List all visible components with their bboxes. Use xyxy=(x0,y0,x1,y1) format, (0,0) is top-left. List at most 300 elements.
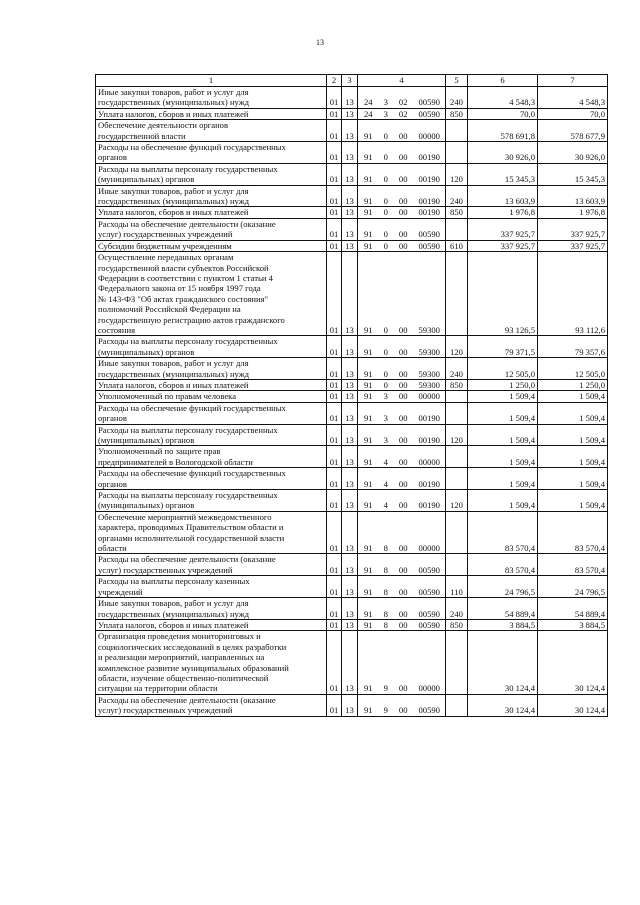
target-article-part: 91 xyxy=(364,174,373,185)
target-article-part: 00 xyxy=(398,608,408,619)
target-article-part: 91 xyxy=(364,500,373,511)
amount-col-6: 1 509,4 xyxy=(468,446,538,468)
row-description xyxy=(96,554,327,576)
row-description-line: социологических исследований в целях разработки xyxy=(98,641,287,652)
target-article-part: 0 xyxy=(383,196,388,207)
amount-col-7: 12 505,0 xyxy=(538,358,608,380)
target-article-part: 00590 xyxy=(418,97,440,108)
row-description xyxy=(96,576,327,598)
expense-type-code: 610 xyxy=(446,240,468,251)
expense-type-code: 240 xyxy=(446,358,468,380)
subsection-code: 13 xyxy=(342,598,358,620)
amount-col-7: 1 509,4 xyxy=(538,402,608,424)
amount-col-6: 15 345,3 xyxy=(468,163,538,185)
target-article-part: 02 xyxy=(398,97,408,108)
row-description-line: Уполномоченный по защите прав xyxy=(98,446,221,457)
row-description-line: Расходы на выплаты персоналу государственных xyxy=(98,424,278,435)
row-description-line: Иные закупки товаров, работ и услуг для xyxy=(98,358,249,369)
target-article-part: 00 xyxy=(398,413,408,424)
amount-col-6: 337 925,7 xyxy=(468,240,538,251)
amount-col-7: 70,0 xyxy=(538,108,608,119)
target-article-part: 00 xyxy=(398,478,408,489)
amount-col-6: 24 796,5 xyxy=(468,576,538,598)
target-article-code xyxy=(358,598,446,620)
target-article-part: 3 xyxy=(383,97,388,108)
row-description-line: Уплата налогов, сборов и иных платежей xyxy=(98,379,249,390)
table-row xyxy=(96,358,608,380)
target-article-part: 91 xyxy=(364,130,373,141)
amount-col-7: 1 509,4 xyxy=(538,490,608,512)
table-row xyxy=(96,490,608,512)
target-article-part: 00 xyxy=(398,586,408,597)
target-article-part: 0 xyxy=(383,174,388,185)
target-article-part: 00 xyxy=(398,324,408,335)
amount-col-6: 30 124,4 xyxy=(468,694,538,716)
table-row xyxy=(96,619,608,630)
table-row xyxy=(96,468,608,490)
row-description-line: (муниципальных) органов xyxy=(98,174,195,185)
amount-col-7: 30 926,0 xyxy=(538,142,608,164)
section-code: 01 xyxy=(327,218,342,240)
target-article-part: 91 xyxy=(364,705,373,716)
target-article-code xyxy=(358,446,446,468)
amount-col-6: 1 250,0 xyxy=(468,379,538,390)
row-description-line: услуг) государственных учреждений xyxy=(98,229,233,240)
target-article-part: 00 xyxy=(398,207,408,218)
header-col-6: 6 xyxy=(468,75,538,87)
table-row xyxy=(96,207,608,218)
row-description xyxy=(96,185,327,207)
target-article-code xyxy=(358,87,446,109)
target-article-part: 59300 xyxy=(418,324,440,335)
amount-col-6: 83 570,4 xyxy=(468,511,538,554)
amount-col-6: 13 603,9 xyxy=(468,185,538,207)
table-row xyxy=(96,218,608,240)
amount-col-7: 337 925,7 xyxy=(538,218,608,240)
row-description xyxy=(96,598,327,620)
section-code: 01 xyxy=(327,631,342,694)
subsection-code: 13 xyxy=(342,252,358,336)
target-article-code xyxy=(358,576,446,598)
target-article-part: 00 xyxy=(398,391,408,402)
row-description-line: Расходы на обеспечение функций государственных xyxy=(98,468,286,479)
target-article-part: 91 xyxy=(364,379,373,390)
target-article-code xyxy=(358,336,446,358)
row-description xyxy=(96,446,327,468)
expense-type-code xyxy=(446,446,468,468)
expense-type-code: 240 xyxy=(446,598,468,620)
subsection-code: 13 xyxy=(342,694,358,716)
row-description-line: (муниципальных) органов xyxy=(98,346,195,357)
row-description-line: государственных (муниципальных) нужд xyxy=(98,97,250,108)
row-description-line: органов xyxy=(98,478,127,489)
section-code: 01 xyxy=(327,336,342,358)
row-description-line: характера, проводимых Правительством области и xyxy=(98,522,284,533)
amount-col-6: 30 926,0 xyxy=(468,142,538,164)
subsection-code: 13 xyxy=(342,490,358,512)
table-row xyxy=(96,87,608,109)
target-article-part: 91 xyxy=(364,608,373,619)
target-article-part: 91 xyxy=(364,229,373,240)
target-article-part: 00190 xyxy=(418,478,440,489)
amount-col-7: 13 603,9 xyxy=(538,185,608,207)
row-description-line: Расходы на обеспечение деятельности (оказание xyxy=(98,554,276,565)
target-article-part: 00 xyxy=(398,368,408,379)
table-row xyxy=(96,424,608,446)
row-description-line: услуг) государственных учреждений xyxy=(98,564,233,575)
row-description xyxy=(96,631,327,694)
target-article-part: 24 xyxy=(364,97,373,108)
amount-col-7: 83 570,4 xyxy=(538,511,608,554)
row-description-line: органов xyxy=(98,413,127,424)
subsection-code: 13 xyxy=(342,185,358,207)
target-article-part: 3 xyxy=(383,413,388,424)
amount-col-7: 3 884,5 xyxy=(538,619,608,630)
row-description xyxy=(96,402,327,424)
row-description-line: состояния xyxy=(98,324,136,335)
table-row xyxy=(96,185,608,207)
target-article-part: 0 xyxy=(383,324,388,335)
row-description-line: Уплата налогов, сборов и иных платежей xyxy=(98,108,249,119)
table-header-row xyxy=(96,75,608,87)
target-article-part: 00000 xyxy=(418,683,440,694)
row-description xyxy=(96,424,327,446)
row-description-line: предпринимателей в Вологодской области xyxy=(98,456,253,467)
target-article-code xyxy=(358,619,446,630)
row-description-line: Иные закупки товаров, работ и услуг для xyxy=(98,598,249,609)
target-article-part: 00190 xyxy=(418,500,440,511)
target-article-part: 0 xyxy=(383,379,388,390)
target-article-part: 00590 xyxy=(418,586,440,597)
target-article-code xyxy=(358,108,446,119)
amount-col-6: 1 976,8 xyxy=(468,207,538,218)
target-article-code xyxy=(358,391,446,402)
amount-col-6: 1 509,4 xyxy=(468,391,538,402)
row-description-line: и реализации мероприятий, направленных на xyxy=(98,652,265,663)
table-row xyxy=(96,598,608,620)
target-article-code xyxy=(358,694,446,716)
amount-col-6: 54 889,4 xyxy=(468,598,538,620)
target-article-code xyxy=(358,185,446,207)
target-article-part: 91 xyxy=(364,683,373,694)
target-article-code xyxy=(358,218,446,240)
row-description xyxy=(96,108,327,119)
amount-col-7: 83 570,4 xyxy=(538,554,608,576)
target-article-part: 00190 xyxy=(418,152,440,163)
target-article-part: 00590 xyxy=(418,705,440,716)
row-description-line: Обеспечение мероприятий межведомственного xyxy=(98,511,272,522)
amount-col-7: 79 357,6 xyxy=(538,336,608,358)
row-description-line: Расходы на выплаты персоналу казенных xyxy=(98,576,250,587)
expense-type-code xyxy=(446,468,468,490)
section-code: 01 xyxy=(327,87,342,109)
target-article-part: 91 xyxy=(364,346,373,357)
header-col-2: 2 xyxy=(327,75,342,87)
target-article-part: 8 xyxy=(383,586,388,597)
amount-col-7: 30 124,4 xyxy=(538,694,608,716)
amount-col-7: 54 889,4 xyxy=(538,598,608,620)
expense-type-code: 850 xyxy=(446,108,468,119)
expense-type-code: 110 xyxy=(446,576,468,598)
target-article-part: 3 xyxy=(383,108,388,119)
section-code: 01 xyxy=(327,120,342,142)
row-description xyxy=(96,511,327,554)
row-description-line: государственных (муниципальных) нужд xyxy=(98,368,250,379)
row-description xyxy=(96,694,327,716)
expense-type-code: 850 xyxy=(446,379,468,390)
row-description-line: Организация проведения мониторинговых и xyxy=(98,631,261,642)
subsection-code: 13 xyxy=(342,142,358,164)
table-row xyxy=(96,631,608,694)
subsection-code: 13 xyxy=(342,379,358,390)
target-article-part: 00 xyxy=(398,435,408,445)
amount-col-7: 1 509,4 xyxy=(538,391,608,402)
row-description-line: Субсидии бюджетным учреждениям xyxy=(98,240,232,251)
target-article-part: 3 xyxy=(383,435,388,445)
table-row xyxy=(96,252,608,336)
section-code: 01 xyxy=(327,468,342,490)
target-article-code xyxy=(358,402,446,424)
target-article-part: 00590 xyxy=(418,608,440,619)
target-article-code xyxy=(358,511,446,554)
row-description xyxy=(96,207,327,218)
target-article-part: 8 xyxy=(383,543,388,554)
table-row xyxy=(96,108,608,119)
target-article-part: 91 xyxy=(364,619,373,630)
amount-col-6: 70,0 xyxy=(468,108,538,119)
row-description-line: Расходы на выплаты персоналу государственных xyxy=(98,163,278,174)
row-description-line: органов xyxy=(98,152,127,163)
target-article-part: 91 xyxy=(364,586,373,597)
section-code: 01 xyxy=(327,185,342,207)
target-article-part: 00 xyxy=(398,240,408,251)
subsection-code: 13 xyxy=(342,619,358,630)
section-code: 01 xyxy=(327,108,342,119)
section-code: 01 xyxy=(327,554,342,576)
header-col-5: 5 xyxy=(446,75,468,87)
amount-col-6: 1 509,4 xyxy=(468,468,538,490)
expense-type-code xyxy=(446,391,468,402)
target-article-part: 24 xyxy=(364,108,373,119)
table-row xyxy=(96,391,608,402)
row-description-line: № 143-ФЗ "Об актах гражданского состояния" xyxy=(98,293,269,304)
target-article-part: 3 xyxy=(383,391,388,402)
target-article-part: 00 xyxy=(398,564,408,575)
target-article-part: 00190 xyxy=(418,413,440,424)
section-code: 01 xyxy=(327,598,342,620)
target-article-part: 02 xyxy=(398,108,408,119)
expense-type-code xyxy=(446,694,468,716)
row-description xyxy=(96,142,327,164)
row-description-line: Иные закупки товаров, работ и услуг для xyxy=(98,87,249,97)
row-description-line: услуг) государственных учреждений xyxy=(98,705,233,716)
target-article-part: 4 xyxy=(383,478,388,489)
expense-type-code: 120 xyxy=(446,424,468,446)
row-description xyxy=(96,336,327,358)
target-article-part: 91 xyxy=(364,391,373,402)
subsection-code: 13 xyxy=(342,554,358,576)
subsection-code: 13 xyxy=(342,108,358,119)
target-article-part: 00 xyxy=(398,229,408,240)
row-description-line: государственную регистрацию актов гражданского xyxy=(98,314,285,325)
target-article-part: 91 xyxy=(364,324,373,335)
subsection-code: 13 xyxy=(342,631,358,694)
target-article-part: 91 xyxy=(364,478,373,489)
row-description-line: Расходы на обеспечение деятельности (оказание xyxy=(98,694,276,705)
target-article-part: 9 xyxy=(383,683,388,694)
target-article-code xyxy=(358,252,446,336)
section-code: 01 xyxy=(327,446,342,468)
target-article-part: 00000 xyxy=(418,130,440,141)
subsection-code: 13 xyxy=(342,218,358,240)
expense-type-code xyxy=(446,142,468,164)
table-row xyxy=(96,120,608,142)
section-code: 01 xyxy=(327,576,342,598)
expense-type-code xyxy=(446,252,468,336)
row-description-line: области, изучение общественно-политической xyxy=(98,672,269,683)
section-code: 01 xyxy=(327,163,342,185)
section-code: 01 xyxy=(327,207,342,218)
row-description-line: Обеспечение деятельности органов xyxy=(98,120,229,131)
row-description-line: Федерального закона от 15 ноября 1997 года xyxy=(98,283,261,294)
target-article-part: 4 xyxy=(383,500,388,511)
target-article-part: 8 xyxy=(383,608,388,619)
row-description xyxy=(96,358,327,380)
row-description xyxy=(96,218,327,240)
expense-type-code: 120 xyxy=(446,490,468,512)
target-article-part: 00 xyxy=(398,196,408,207)
target-article-part: 59300 xyxy=(418,368,440,379)
target-article-part: 59300 xyxy=(418,379,440,390)
amount-col-7: 1 250,0 xyxy=(538,379,608,390)
subsection-code: 13 xyxy=(342,391,358,402)
section-code: 01 xyxy=(327,252,342,336)
row-description xyxy=(96,468,327,490)
expense-type-code: 850 xyxy=(446,619,468,630)
target-article-part: 00 xyxy=(398,456,408,467)
target-article-part: 00590 xyxy=(418,108,440,119)
budget-table xyxy=(95,74,608,717)
target-article-part: 9 xyxy=(383,705,388,716)
table-row xyxy=(96,240,608,251)
section-code: 01 xyxy=(327,490,342,512)
target-article-part: 0 xyxy=(383,207,388,218)
row-description xyxy=(96,379,327,390)
expense-type-code xyxy=(446,402,468,424)
amount-col-7: 15 345,3 xyxy=(538,163,608,185)
expense-type-code: 120 xyxy=(446,336,468,358)
header-col-1: 1 xyxy=(96,75,327,87)
row-description-line: (муниципальных) органов xyxy=(98,435,195,445)
target-article-part: 00 xyxy=(398,152,408,163)
target-article-part: 0 xyxy=(383,240,388,251)
amount-col-7: 30 124,4 xyxy=(538,631,608,694)
row-description xyxy=(96,619,327,630)
target-article-part: 00590 xyxy=(418,619,440,630)
row-description-line: Расходы на обеспечение функций государственных xyxy=(98,402,286,413)
subsection-code: 13 xyxy=(342,240,358,251)
target-article-part: 91 xyxy=(364,207,373,218)
target-article-part: 00000 xyxy=(418,456,440,467)
target-article-part: 00590 xyxy=(418,240,440,251)
target-article-code xyxy=(358,207,446,218)
target-article-part: 00000 xyxy=(418,543,440,554)
target-article-part: 00 xyxy=(398,130,408,141)
section-code: 01 xyxy=(327,402,342,424)
target-article-part: 0 xyxy=(383,229,388,240)
target-article-part: 0 xyxy=(383,368,388,379)
amount-col-6: 4 548,3 xyxy=(468,87,538,109)
subsection-code: 13 xyxy=(342,446,358,468)
target-article-part: 00 xyxy=(398,543,408,554)
target-article-part: 91 xyxy=(364,564,373,575)
table-row xyxy=(96,511,608,554)
subsection-code: 13 xyxy=(342,163,358,185)
row-description-line: комплексное развитие муниципальных образований xyxy=(98,662,289,673)
amount-col-6: 578 691,8 xyxy=(468,120,538,142)
target-article-part: 00590 xyxy=(418,564,440,575)
subsection-code: 13 xyxy=(342,336,358,358)
row-description-line: Уполномоченный по правам человека xyxy=(98,391,237,402)
row-description-line: Расходы на обеспечение деятельности (оказание xyxy=(98,218,276,229)
target-article-part: 59300 xyxy=(418,346,440,357)
target-article-part: 91 xyxy=(364,543,373,554)
amount-col-7: 1 509,4 xyxy=(538,446,608,468)
row-description xyxy=(96,490,327,512)
row-description xyxy=(96,163,327,185)
target-article-code xyxy=(358,120,446,142)
row-description-line: полномочий Российской Федерации на xyxy=(98,304,241,315)
table-row xyxy=(96,402,608,424)
expense-type-code: 850 xyxy=(446,207,468,218)
row-description xyxy=(96,252,327,336)
target-article-part: 00190 xyxy=(418,174,440,185)
amount-col-6: 1 509,4 xyxy=(468,490,538,512)
subsection-code: 13 xyxy=(342,402,358,424)
subsection-code: 13 xyxy=(342,468,358,490)
table-row xyxy=(96,142,608,164)
target-article-part: 00590 xyxy=(418,229,440,240)
subsection-code: 13 xyxy=(342,87,358,109)
row-description-line: (муниципальных) органов xyxy=(98,500,195,511)
row-description-line: Иные закупки товаров, работ и услуг для xyxy=(98,185,249,196)
row-description xyxy=(96,87,327,109)
section-code: 01 xyxy=(327,379,342,390)
section-code: 01 xyxy=(327,142,342,164)
target-article-part: 4 xyxy=(383,456,388,467)
subsection-code: 13 xyxy=(342,511,358,554)
target-article-code xyxy=(358,490,446,512)
target-article-code xyxy=(358,468,446,490)
table-row xyxy=(96,694,608,716)
table-body xyxy=(96,87,608,717)
header-col-3: 3 xyxy=(342,75,358,87)
row-description xyxy=(96,391,327,402)
amount-col-7: 24 796,5 xyxy=(538,576,608,598)
row-description-line: Уплата налогов, сборов и иных платежей xyxy=(98,207,249,218)
row-description-line: Федерации в соответствии с пунктом 1 статьи 4 xyxy=(98,272,273,283)
expense-type-code xyxy=(446,218,468,240)
table-row xyxy=(96,163,608,185)
expense-type-code: 240 xyxy=(446,87,468,109)
header-col-7: 7 xyxy=(538,75,608,87)
row-description-line: государственной власти субъектов Российской xyxy=(98,262,269,273)
amount-col-7: 1 976,8 xyxy=(538,207,608,218)
target-article-part: 00190 xyxy=(418,196,440,207)
section-code: 01 xyxy=(327,694,342,716)
row-description-line: государственной власти xyxy=(98,130,186,141)
target-article-code xyxy=(358,240,446,251)
